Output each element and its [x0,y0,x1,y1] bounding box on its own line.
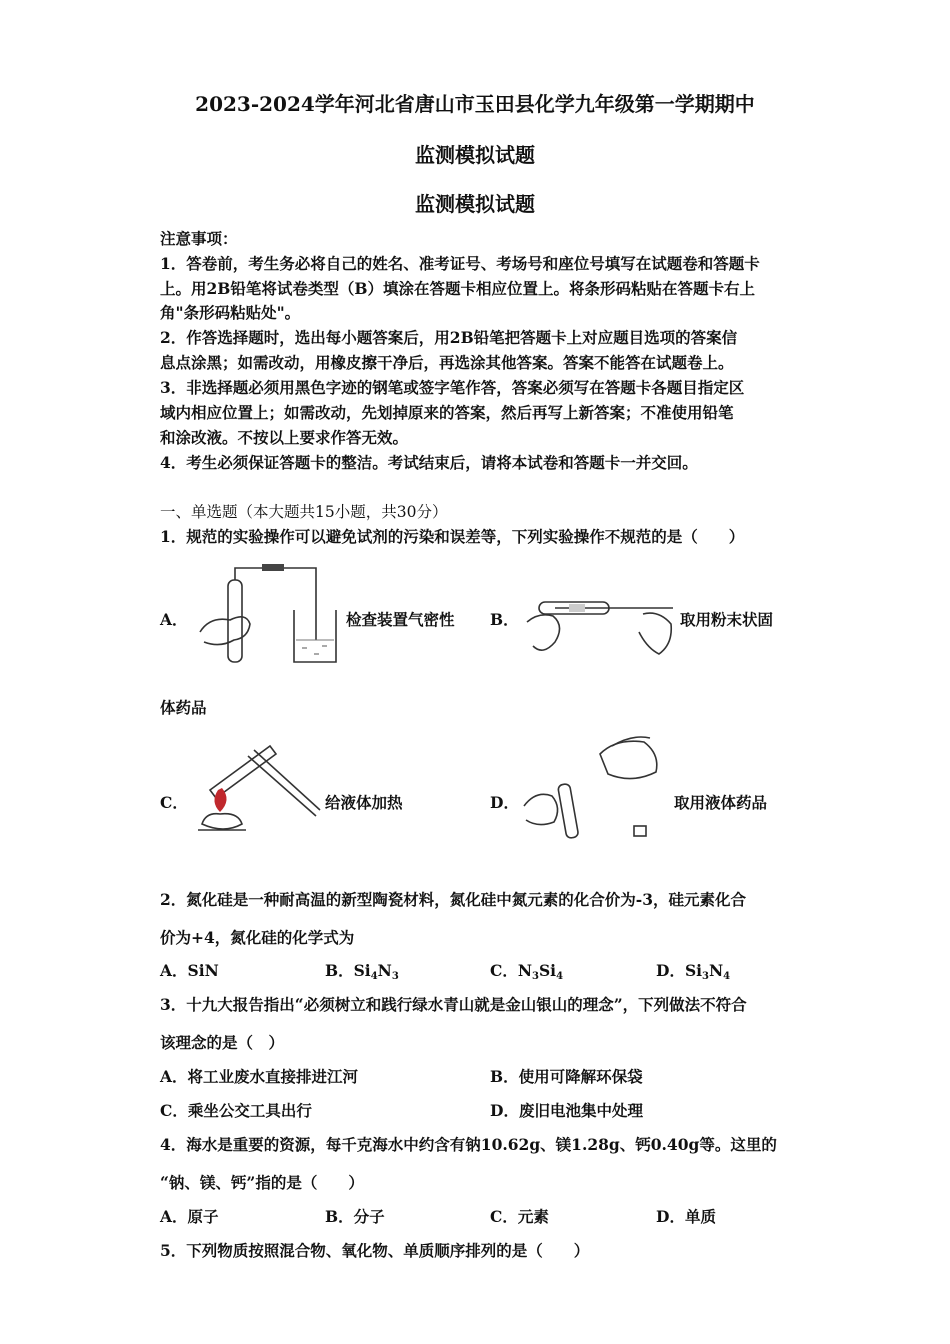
q2-option-a: A．SiN [160,961,219,980]
liquid-heating-illustration [192,738,322,838]
notice-line: 角"条形码粘贴处"。 [160,303,301,322]
q1-option-c-label: C． [160,793,188,812]
q1-option-d-text: 取用液体药品 [674,793,768,812]
q1-option-a-label: A． [160,610,188,629]
notice-line: 4．考生必须保证答题卡的整洁。考试结束后，请将本试卷和答题卡一并交回。 [160,453,698,472]
question-4-stem-cont: “钠、镁、钙”指的是（ ） [160,1173,364,1192]
q4-option-a: A．原子 [160,1207,219,1226]
notice-line: 域内相应位置上；如需改动，先划掉原来的答案，然后再写上新答案；不准使用铅笔 [160,403,734,422]
notice-line: 息点涂黑；如需改动，用橡皮擦干净后，再选涂其他答案。答案不能答在试题卷上。 [160,353,734,372]
page-subtitle-repeat: 监测模拟试题 [415,192,535,216]
q2-option-d: D．$Si_3N_4$ [656,961,731,982]
q3-option-c: C．乘坐公交工具出行 [160,1101,312,1120]
q3-option-b: B．使用可降解环保袋 [490,1067,643,1086]
page-title: 2023-2024学年河北省唐山市玉田县化学九年级第一学期期中 [195,92,755,116]
notice-line: 上。用2B铅笔将试卷类型（B）填涂在答题卡相应位置上。将条形码粘贴在答题卡右上 [160,279,755,298]
q1-option-c-text: 给液体加热 [325,793,403,812]
powder-sampling-illustration [525,592,675,664]
q4-option-d: D．单质 [656,1207,716,1226]
question-3-stem: 3．十九大报告指出“必须树立和践行绿水青山就是金山银山的理念”，下列做法不符合 [160,995,747,1014]
question-1-stem: 1．规范的实验操作可以避免试剂的污染和误差等，下列实验操作不规范的是（ ） [160,527,745,546]
q1-option-b-text-cont: 体药品 [160,698,207,717]
q1-option-a-text: 检查装置气密性 [346,610,455,629]
page-subtitle: 监测模拟试题 [415,143,535,167]
question-5-stem: 5．下列物质按照混合物、氧化物、单质顺序排列的是（ ） [160,1241,590,1260]
q2-option-b: B．$Si_4N_3$ [325,961,399,982]
q4-option-b: B．分子 [325,1207,385,1226]
notice-line: 和涂改液。不按以上要求作答无效。 [160,428,409,447]
q3-option-d: D．废旧电池集中处理 [490,1101,643,1120]
question-3-stem-cont: 该理念的是（ ） [160,1033,285,1052]
notice-line: 3．非选择题必须用黑色字迹的钢笔或签字笔作答，答案必须写在答题卡各题目指定区 [160,378,745,397]
airtightness-check-illustration [190,560,340,670]
q1-option-d-label: D． [490,793,519,812]
section-heading: 一、单选题（本大题共15小题，共30分） [160,503,448,521]
notice-line: 2．作答选择题时，选出每小题答案后，用2B铅笔把答题卡上对应题目选项的答案信 [160,328,738,347]
question-2-stem-cont: 价为+4，氮化硅的化学式为 [160,928,355,947]
notice-heading: 注意事项： [160,229,238,248]
q4-option-c: C．元素 [490,1207,549,1226]
notice-line: 1．答卷前，考生务必将自己的姓名、准考证号、考场号和座位号填写在试题卷和答题卡 [160,254,760,273]
question-4-stem: 4．海水是重要的资源，每千克海水中约含有钠10.62g、镁1.28g、钙0.40g等。这里的 [160,1135,777,1154]
q2-option-c: C．$N_3Si_4$ [490,961,564,982]
question-2-stem: 2．氮化硅是一种耐高温的新型陶瓷材料，氮化硅中氮元素的化合价为-3，硅元素化合 [160,890,747,909]
q1-option-b-text: 取用粉末状固 [680,610,774,629]
q1-option-b-label: B． [490,610,519,629]
q3-option-a: A．将工业废水直接排进江河 [160,1067,359,1086]
liquid-pouring-illustration [520,728,670,843]
